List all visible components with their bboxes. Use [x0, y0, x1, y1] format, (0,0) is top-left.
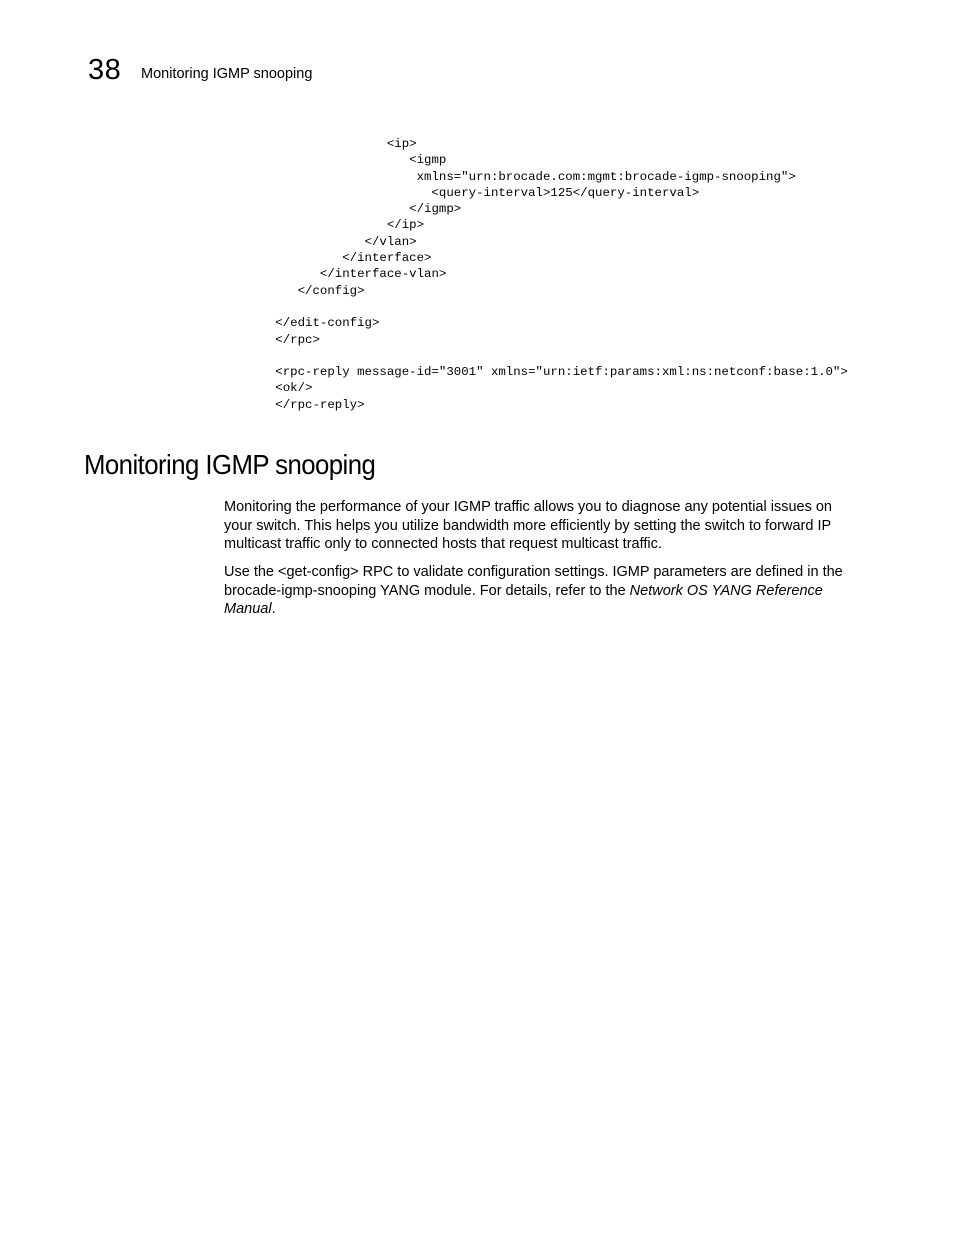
paragraph-line: multicast traffic only to connected hosts that request multicast traffic.: [224, 536, 662, 553]
code-line: </edit-config>: [253, 316, 380, 331]
code-line: </rpc-reply>: [253, 397, 365, 412]
paragraph-line: [224, 582, 864, 601]
paragraph-line: your switch. This helps you utilize bandwidth more efficiently by setting the switch to forward IP: [224, 517, 832, 534]
code-line: [253, 299, 913, 315]
code-line: </config>: [253, 283, 365, 298]
code-line: </vlan>: [253, 234, 417, 249]
code-line: <igmp: [253, 153, 447, 168]
paragraph-text: brocade-igmp-snooping YANG module. For details, refer to the: [224, 582, 630, 599]
code-line: </interface>: [253, 251, 432, 266]
code-line: <ip>: [253, 137, 417, 151]
code-line: <ok/>: [253, 381, 313, 396]
code-line: <rpc-reply message-id="3001" xmlns="urn:ietf:params:xml:ns:netconf:base:1.0">: [253, 365, 848, 380]
code-line: </rpc>: [253, 332, 320, 347]
code-line: </igmp>: [253, 202, 462, 217]
manual-title-reference: Network OS YANG Reference: [629, 582, 823, 599]
code-line: </ip>: [253, 218, 425, 233]
paragraph-line: Monitoring the performance of your IGMP traffic allows you to diagnose any potential issues on: [224, 499, 832, 515]
chapter-number: 38: [88, 54, 122, 86]
paragraph-text: .: [271, 601, 276, 618]
manual-title-reference: Manual: [224, 601, 272, 618]
body-paragraph: [224, 563, 864, 619]
code-line: <query-interval>125</query-interval>: [253, 185, 700, 200]
code-line: [253, 348, 913, 364]
running-title: Monitoring IGMP snooping: [141, 66, 313, 82]
section-heading: Monitoring IGMP snooping: [84, 449, 376, 480]
paragraph-line: [224, 600, 864, 619]
paragraph-line: Use the <get-config> RPC to validate configuration settings. IGMP parameters are defined in the: [224, 564, 843, 580]
body-paragraph: [224, 498, 864, 554]
code-line: xmlns="urn:brocade.com:mgmt:brocade-igmp-snooping">: [253, 169, 796, 184]
code-line: </interface-vlan>: [253, 267, 447, 282]
code-block: [253, 136, 913, 413]
